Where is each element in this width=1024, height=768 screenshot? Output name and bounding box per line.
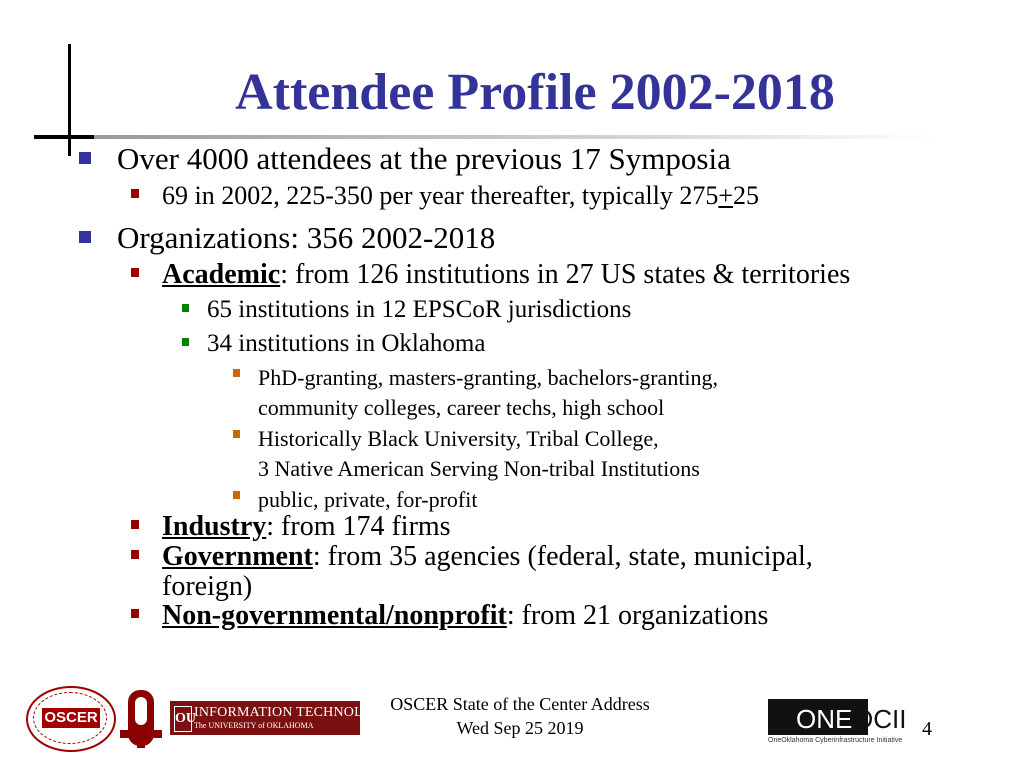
slide-footer xyxy=(350,692,690,740)
oscer-logo-word: OSCER xyxy=(42,708,100,728)
bullet-minority-serving xyxy=(258,424,700,484)
square-bullet-icon xyxy=(131,189,139,198)
bullet-text: 34 institutions in Oklahoma xyxy=(207,330,486,357)
bullet-degree-types xyxy=(258,363,718,423)
bullet-text: : from 35 agencies (federal, state, municipal, xyxy=(312,541,813,572)
oneocii-logo-tagline: OneOklahoma Cyberinfrastructure Initiative xyxy=(768,737,903,744)
square-bullet-icon xyxy=(233,430,240,438)
bullet-label: Non-governmental/nonprofit xyxy=(162,600,507,631)
oscer-logo xyxy=(26,686,116,752)
it-logo-title: INFORMATION TECHNOLOGY xyxy=(194,705,394,720)
bullet-text: : from 126 institutions in 27 US states & territories xyxy=(280,259,851,290)
footer-title: OSCER State of the Center Address xyxy=(390,694,650,714)
square-bullet-icon xyxy=(131,520,139,529)
bullet-nonprofit xyxy=(162,601,768,631)
bullet-text: : from 21 organizations xyxy=(506,600,769,631)
bullet-text: 69 in 2002, 225-350 per year thereafter, typically 275 xyxy=(162,181,719,210)
square-bullet-icon xyxy=(233,369,240,377)
bullet-label: Academic xyxy=(162,259,281,290)
bullet-attendance-per-year xyxy=(162,182,759,210)
bullet-attendees xyxy=(117,142,731,176)
it-logo-subtitle: The UNIVERSITY of OKLAHOMA xyxy=(194,721,314,730)
ou-logo xyxy=(118,688,164,750)
bullet-text-continued: 3 Native American Serving Non-tribal Institutions xyxy=(258,456,700,481)
bullet-epscor xyxy=(207,296,631,324)
bullet-academic xyxy=(162,260,850,290)
plus-minus-symbol: + xyxy=(718,181,734,210)
square-bullet-icon xyxy=(79,231,91,243)
bullet-industry xyxy=(162,512,451,542)
bullet-label: Government xyxy=(162,541,313,572)
bullet-text: PhD-granting, masters-granting, bachelors-granting, xyxy=(258,365,719,390)
bullet-text: : from 174 firms xyxy=(266,511,451,542)
square-bullet-icon xyxy=(233,491,240,499)
decorative-horizontal-line xyxy=(34,135,934,139)
page-number: 4 xyxy=(922,718,932,740)
slide-title: Attendee Profile 2002-2018 xyxy=(235,64,835,121)
square-bullet-icon xyxy=(79,152,91,164)
square-bullet-icon xyxy=(131,550,139,559)
oneocii-logo-one: ONE xyxy=(796,704,853,734)
bullet-label: Industry xyxy=(162,511,267,542)
square-bullet-icon xyxy=(182,338,189,346)
bullet-government xyxy=(162,542,813,602)
bullet-text: 65 institutions in 12 EPSCoR jurisdictions xyxy=(207,296,632,323)
square-bullet-icon xyxy=(182,304,189,312)
information-technology-logo xyxy=(170,701,394,735)
footer-date: Wed Sep 25 2019 xyxy=(456,718,584,738)
bullet-text-end: 25 xyxy=(733,181,760,210)
bullet-text-continued: foreign) xyxy=(162,571,253,602)
bullet-text: Organizations: 356 2002-2018 xyxy=(117,220,496,255)
bullet-text-continued: community colleges, career techs, high school xyxy=(258,395,665,420)
bullet-organizations xyxy=(117,221,495,255)
oneocii-logo xyxy=(768,697,910,749)
bullet-text: Historically Black University, Tribal College, xyxy=(258,426,659,451)
bullet-text: public, private, for-profit xyxy=(258,487,478,512)
square-bullet-icon xyxy=(131,609,139,618)
oneocii-logo-ocii: OCII xyxy=(853,704,907,734)
bullet-text: Over 4000 attendees at the previous 17 Symposia xyxy=(117,141,731,176)
square-bullet-icon xyxy=(131,268,139,277)
bullet-oklahoma-institutions xyxy=(207,330,485,358)
ou-monogram: OU xyxy=(174,706,192,732)
